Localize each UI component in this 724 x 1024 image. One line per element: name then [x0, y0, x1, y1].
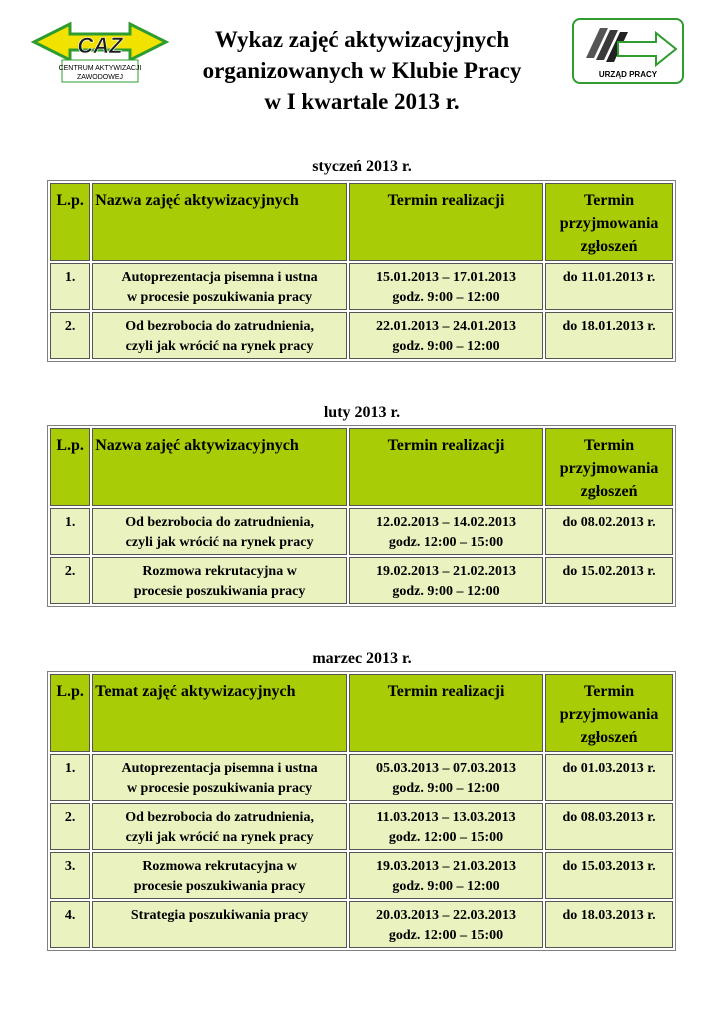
cell-lp: 3.: [50, 852, 90, 899]
cell-deadline: do 18.01.2013 r.: [545, 312, 673, 359]
cell-term-dates: 22.01.2013 – 24.01.2013: [376, 319, 517, 334]
cell-name-line1: Autoprezentacja pisemna i ustna: [121, 761, 318, 776]
header-name: Nazwa zajęć aktywizacyjnych: [92, 183, 347, 261]
table-row: [50, 901, 673, 948]
caz-logo-sub1: CENTRUM AKTYWIZACJI: [58, 65, 142, 72]
cell-name: [92, 312, 347, 359]
cell-name-line1: Rozmowa rekrutacyjna w: [142, 859, 297, 874]
cell-name-line2: czyli jak wrócić na rynek pracy: [125, 339, 314, 354]
cell-lp: 4.: [50, 901, 90, 948]
cell-name-line1: Od bezrobocia do zatrudnienia,: [125, 515, 314, 530]
page-title: [170, 24, 554, 117]
cell-name-line1: Rozmowa rekrutacyjna w: [142, 564, 297, 579]
table-header-row: [50, 674, 673, 752]
cell-name-line2: czyli jak wrócić na rynek pracy: [125, 535, 314, 550]
cell-name: [92, 901, 347, 948]
cell-term: [349, 803, 543, 850]
table-header-row: [50, 183, 673, 261]
table-header-row: [50, 428, 673, 506]
cell-name: [92, 508, 347, 555]
cell-lp: 2.: [50, 312, 90, 359]
month-heading-feb: luty 2013 r.: [323, 404, 401, 421]
header-lp: L.p.: [50, 674, 90, 752]
cell-term-dates: 12.02.2013 – 14.02.2013: [376, 515, 517, 530]
cell-term: [349, 557, 543, 604]
cell-deadline: do 08.03.2013 r.: [545, 803, 673, 850]
header-term: Termin realizacji: [349, 674, 543, 752]
cell-term-hours: godz. 9:00 – 12:00: [392, 584, 500, 599]
cell-term-dates: 15.01.2013 – 17.01.2013: [376, 270, 517, 285]
cell-name: [92, 263, 347, 310]
cell-name-line2: procesie poszukiwania pracy: [133, 584, 306, 599]
title-line-1: Wykaz zajęć aktywizacyjnych: [214, 27, 510, 52]
header-deadline: Termin przyjmowania zgłoszeń: [545, 183, 673, 261]
month-heading-jan: styczeń 2013 r.: [312, 158, 412, 175]
cell-deadline: do 11.01.2013 r.: [545, 263, 673, 310]
cell-term-dates: 05.03.2013 – 07.03.2013: [376, 761, 517, 776]
header-deadline: Termin przyjmowania zgłoszeń: [545, 674, 673, 752]
caz-logo-sub2: ZAWODOWEJ: [76, 74, 124, 81]
cell-term-hours: godz. 12:00 – 15:00: [388, 830, 504, 845]
schedule-table-mar: [47, 671, 676, 951]
cell-term: [349, 312, 543, 359]
cell-deadline: do 08.02.2013 r.: [545, 508, 673, 555]
cell-term-hours: godz. 9:00 – 12:00: [392, 879, 500, 894]
cell-name-line2: procesie poszukiwania pracy: [133, 879, 306, 894]
cell-term: [349, 901, 543, 948]
schedule-table-jan: [47, 180, 676, 362]
caz-logo: [30, 22, 170, 84]
cell-deadline: do 15.03.2013 r.: [545, 852, 673, 899]
cell-term: [349, 754, 543, 801]
header-lp: L.p.: [50, 428, 90, 506]
cell-name-line1: Od bezrobocia do zatrudnienia,: [125, 319, 314, 334]
schedule-table-feb: [47, 425, 676, 607]
cell-term: [349, 852, 543, 899]
cell-lp: 1.: [50, 263, 90, 310]
cell-term-dates: 19.02.2013 – 21.02.2013: [376, 564, 517, 579]
cell-name-line1: Autoprezentacja pisemna i ustna: [121, 270, 318, 285]
header-term: Termin realizacji: [349, 183, 543, 261]
cell-lp: 1.: [50, 754, 90, 801]
title-line-2: organizowanych w Klubie Pracy: [202, 58, 522, 83]
table-row: [50, 508, 673, 555]
cell-name-line1: Strategia poszukiwania pracy: [130, 908, 309, 923]
cell-term-hours: godz. 9:00 – 12:00: [392, 339, 500, 354]
table-row: [50, 852, 673, 899]
cell-name-line2: w procesie poszukiwania pracy: [126, 290, 313, 305]
table-row: [50, 754, 673, 801]
cell-term-hours: godz. 12:00 – 15:00: [388, 535, 504, 550]
cell-term-hours: godz. 9:00 – 12:00: [392, 290, 500, 305]
title-line-3: w I kwartale 2013 r.: [264, 89, 460, 114]
cell-lp: 1.: [50, 508, 90, 555]
cell-name: [92, 754, 347, 801]
cell-deadline: do 18.03.2013 r.: [545, 901, 673, 948]
urzad-pracy-logo: [572, 18, 684, 84]
cell-term: [349, 508, 543, 555]
urzad-pracy-text: URZĄD PRACY: [598, 70, 658, 79]
cell-name: [92, 803, 347, 850]
cell-name: [92, 852, 347, 899]
header-name: Temat zajęć aktywizacyjnych: [92, 674, 347, 752]
table-row: [50, 557, 673, 604]
cell-lp: 2.: [50, 557, 90, 604]
cell-deadline: do 15.02.2013 r.: [545, 557, 673, 604]
header-deadline: Termin przyjmowania zgłoszeń: [545, 428, 673, 506]
cell-name-line1: Od bezrobocia do zatrudnienia,: [125, 810, 314, 825]
cell-lp: 2.: [50, 803, 90, 850]
cell-term-dates: 19.03.2013 – 21.03.2013: [376, 859, 517, 874]
cell-name-line2: czyli jak wrócić na rynek pracy: [125, 830, 314, 845]
table-row: [50, 803, 673, 850]
cell-term-dates: 20.03.2013 – 22.03.2013: [376, 908, 517, 923]
month-heading-mar: marzec 2013 r.: [312, 650, 412, 667]
table-row: [50, 263, 673, 310]
header-name: Nazwa zajęć aktywizacyjnych: [92, 428, 347, 506]
cell-term-hours: godz. 12:00 – 15:00: [388, 928, 504, 943]
cell-deadline: do 01.03.2013 r.: [545, 754, 673, 801]
cell-name: [92, 557, 347, 604]
cell-name-line2: w procesie poszukiwania pracy: [126, 781, 313, 796]
header-term: Termin realizacji: [349, 428, 543, 506]
header-lp: L.p.: [50, 183, 90, 261]
caz-logo-main: CAZ: [77, 33, 123, 58]
cell-term-dates: 11.03.2013 – 13.03.2013: [376, 810, 516, 825]
cell-term: [349, 263, 543, 310]
table-row: [50, 312, 673, 359]
cell-term-hours: godz. 9:00 – 12:00: [392, 781, 500, 796]
